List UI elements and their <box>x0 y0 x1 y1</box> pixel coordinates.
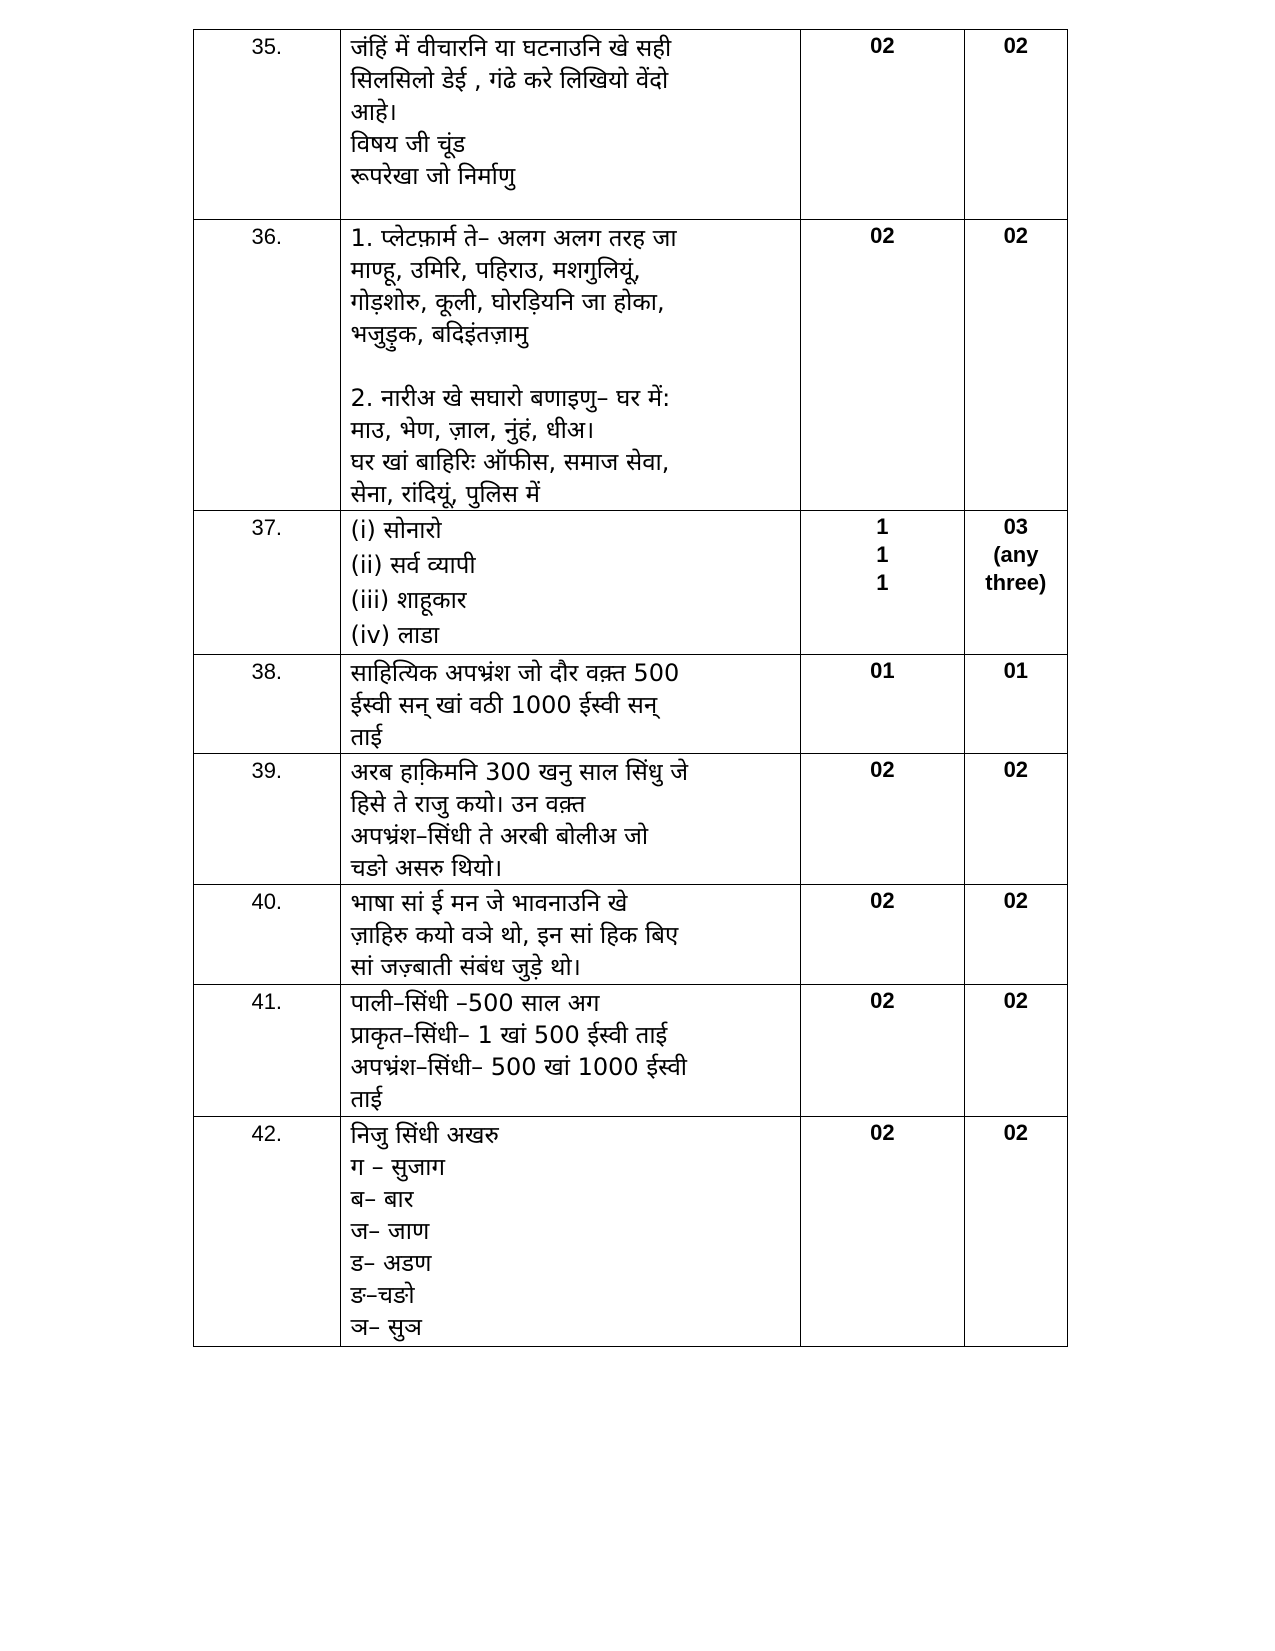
answer-line: अपभ्रंश–सिंधी ते अरबी बोलीअ जो <box>350 822 649 850</box>
marks-value: 1 <box>876 570 889 595</box>
answer-line: ड– अडण <box>350 1249 432 1277</box>
marks-cell <box>801 885 965 985</box>
answer-line: ताई <box>350 1085 383 1113</box>
marks-value: 02 <box>870 1120 895 1145</box>
answer-line: (i) सोनारो <box>350 516 442 544</box>
answer-cell <box>340 220 801 511</box>
question-number: 40. <box>194 885 341 985</box>
answer-cell <box>340 754 801 885</box>
total-marks-value: 02 <box>1003 1120 1029 1145</box>
answer-line: सिलसिलो डेई , गंढे करे लिखियो वेंदो <box>350 66 669 94</box>
table-row <box>194 1117 1068 1347</box>
answer-line: हिसे ते राजु कयो। उन वक़्त <box>350 790 586 818</box>
answer-line: प्राकृत–सिंधी– 1 खां 500 ईस्वी ताई <box>350 1021 668 1049</box>
total-marks-value: 01 <box>1003 658 1029 683</box>
total-marks-cell <box>964 511 1067 655</box>
marks-cell <box>801 1117 965 1347</box>
answer-line: साहित्यिक अपभ्रंश जो दौर वक़्त 500 <box>350 659 680 687</box>
answer-line: भजुड़ुक, बदिइंतज़ामु <box>350 320 529 348</box>
answer-line: ज़ाहिरु कयो वञे थो, इन सां हिक बिए <box>350 921 679 949</box>
marks-cell <box>801 754 965 885</box>
total-marks-value: 02 <box>1003 757 1029 782</box>
answer-line: 1. प्लेटफ़ार्म ते– अलग अलग तरह जा <box>350 224 677 252</box>
marks-value: 02 <box>870 223 895 248</box>
table-row <box>194 885 1068 985</box>
question-number: 42. <box>194 1117 341 1347</box>
total-marks-value: 03 <box>1003 514 1029 539</box>
answer-line: 2. नारीअ खे सघारो बणाइणु– घर में: <box>350 384 671 412</box>
total-marks-note: three) <box>985 570 1047 595</box>
answer-cell <box>340 655 801 754</box>
answer-line: पाली–सिंधी –500 साल अग <box>350 989 600 1017</box>
answer-cell <box>340 511 801 655</box>
answer-line: सां जज़्बाती संबंध जुड़े थो। <box>350 953 581 981</box>
total-marks-cell <box>964 985 1067 1117</box>
answer-line: ब– बार <box>350 1185 414 1213</box>
marks-value: 02 <box>870 888 895 913</box>
table-row <box>194 220 1068 511</box>
answer-cell <box>340 885 801 985</box>
answer-line: घर खां बाहिरिः ऑफीस, समाज सेवा, <box>350 448 670 476</box>
marks-value: 01 <box>870 658 895 683</box>
marks-value: 02 <box>870 757 895 782</box>
total-marks-cell <box>964 1117 1067 1347</box>
answer-line: गोड़शोरु, कूली, घोरड़ियनि जा होका, <box>350 288 665 316</box>
answer-line: भाषा सां ई मन जे भावनाउनि खे <box>350 889 628 917</box>
answer-line: (ii) सर्व व्यापी <box>350 551 476 579</box>
answer-line: ईस्वी सन् खां वठी 1000 ईस्वी सन् <box>350 691 658 719</box>
marks-cell <box>801 511 965 655</box>
answer-line: सेना, रांदियूं, पुलिस में <box>350 480 541 508</box>
marks-value: 02 <box>870 988 895 1013</box>
answer-line: रूपरेखा जो निर्माणु <box>350 162 516 190</box>
answer-cell <box>340 985 801 1117</box>
total-marks-value: 02 <box>1003 223 1029 248</box>
question-number: 38. <box>194 655 341 754</box>
answer-line: चङो असरु थियो। <box>350 854 503 882</box>
total-marks-cell <box>964 655 1067 754</box>
marks-cell <box>801 655 965 754</box>
total-marks-note: (any <box>993 542 1039 567</box>
answer-line: जंहिं में वीचारनि या घटनाउनि खे सही <box>350 34 672 62</box>
total-marks-cell <box>964 754 1067 885</box>
answer-line: ञ– सुञ <box>350 1313 422 1341</box>
table-row <box>194 754 1068 885</box>
answer-line: ज– जाण <box>350 1217 430 1245</box>
total-marks-cell <box>964 885 1067 985</box>
question-number: 41. <box>194 985 341 1117</box>
marks-value: 1 <box>876 514 889 539</box>
answer-line: अरब हाकि़मनि 300 खनु साल सिंधु जे <box>350 758 689 786</box>
answer-line: माण्हू, उमिरि, पहिराउ, मशगुलियूं, <box>350 256 641 284</box>
answer-line: माउ, भेण, ज़ाल, नुंहं, धीअ। <box>350 416 595 444</box>
marks-cell <box>801 30 965 220</box>
total-marks-value: 02 <box>1003 888 1029 913</box>
marks-value: 1 <box>876 542 889 567</box>
answer-line: ताई <box>350 723 383 751</box>
marks-cell <box>801 985 965 1117</box>
answer-cell <box>340 30 801 220</box>
answer-line: विषय जी चूंड <box>350 130 466 158</box>
answer-line: निजु सिंधी अखरु <box>350 1121 499 1149</box>
question-number: 39. <box>194 754 341 885</box>
total-marks-cell <box>964 30 1067 220</box>
answer-line: ङ–चङो <box>350 1281 415 1309</box>
answer-table <box>193 29 1068 1347</box>
table-row <box>194 30 1068 220</box>
total-marks-cell <box>964 220 1067 511</box>
table-row <box>194 655 1068 754</box>
table-row <box>194 511 1068 655</box>
total-marks-value: 02 <box>1003 33 1029 58</box>
answer-line: (iii) शाहूकार <box>350 586 467 614</box>
question-number: 35. <box>194 30 341 220</box>
answer-line: अपभ्रंश–सिंधी– 500 खां 1000 ईस्वी <box>350 1053 688 1081</box>
question-number: 36. <box>194 220 341 511</box>
total-marks-value: 02 <box>1003 988 1029 1013</box>
answer-line: (iv) लाडा <box>350 621 440 649</box>
table-row <box>194 985 1068 1117</box>
answer-cell <box>340 1117 801 1347</box>
marks-value: 02 <box>870 33 895 58</box>
marks-cell <box>801 220 965 511</box>
answer-line: आहे। <box>350 98 397 126</box>
spacer <box>351 350 793 382</box>
question-number: 37. <box>194 511 341 655</box>
answer-line: ग – सुजाग <box>350 1153 446 1181</box>
